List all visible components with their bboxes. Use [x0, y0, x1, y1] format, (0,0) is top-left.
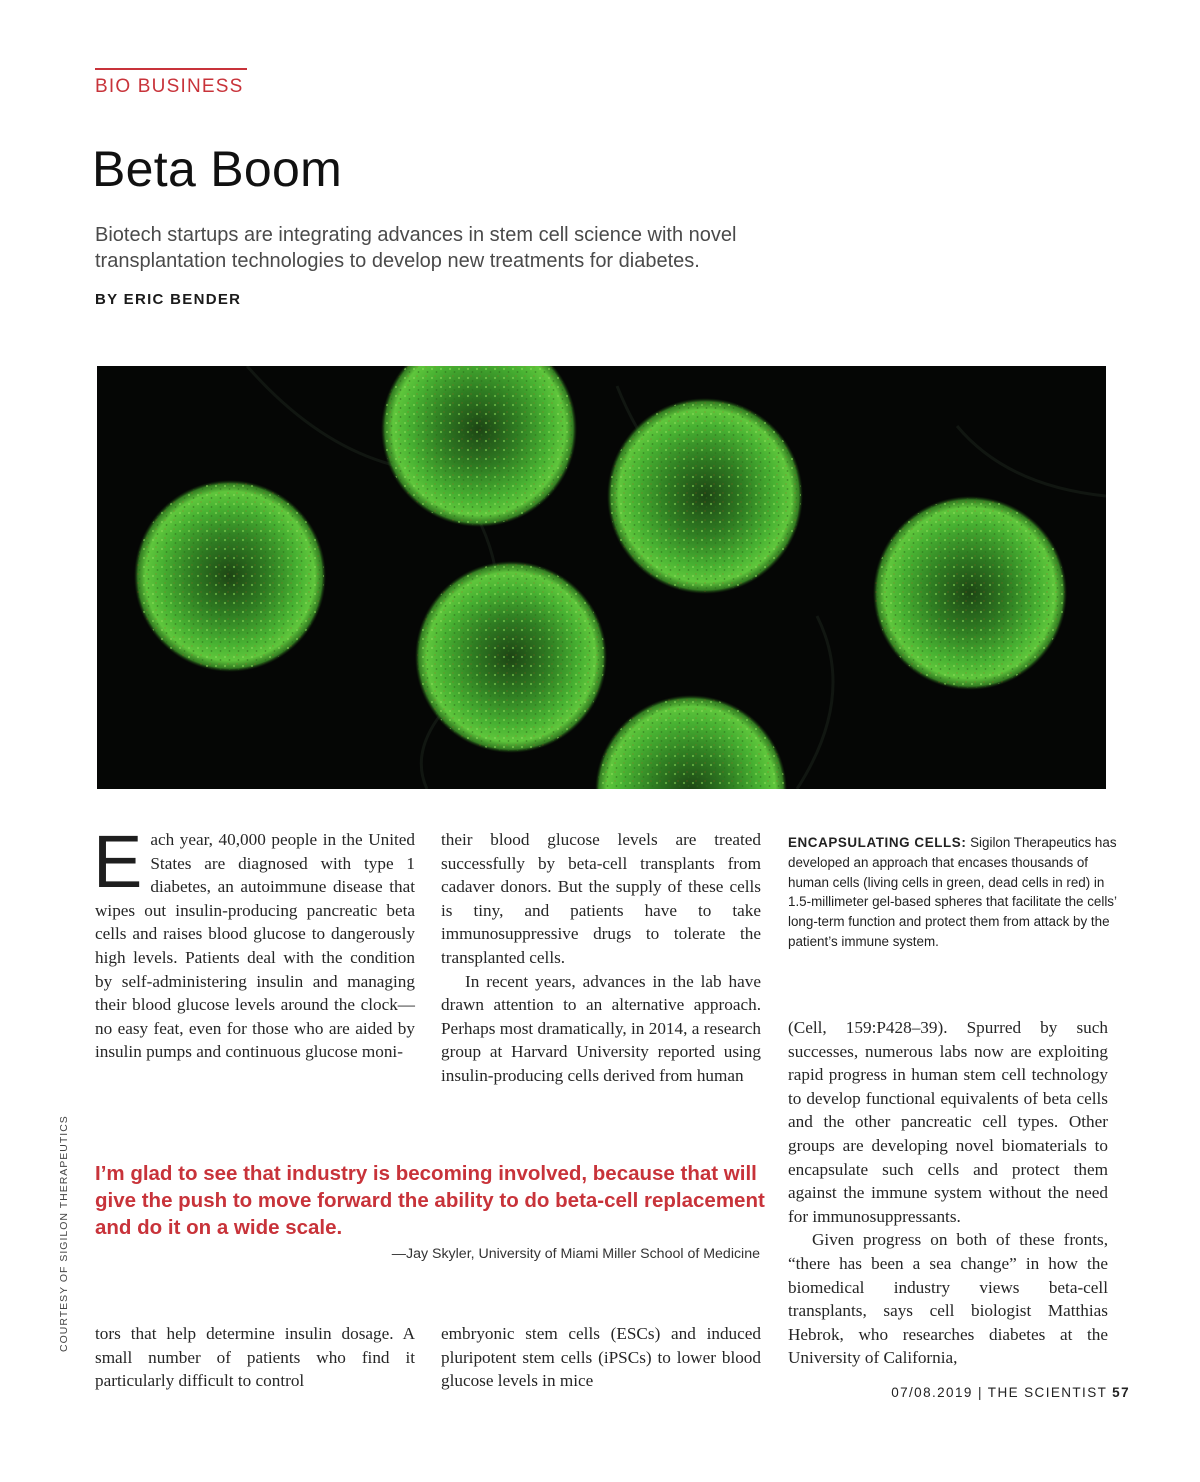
body-column-1-bottom	[95, 1322, 415, 1393]
page-footer	[800, 1385, 1130, 1400]
pull-quote: I’m glad to see that industry is becoming involved, because that will give the push to move forward the ability to do beta-cell replacement and do it on a wide scale.	[95, 1162, 765, 1239]
pull-quote-attribution: —Jay Skyler, University of Miami Miller School of Medicine	[391, 1246, 760, 1262]
col2-top-paragraph-1: their blood glucose levels are treated successfully by beta-cell transplants from cadaver donors. But the supply of these cells is tiny, and patients have to take immunosuppressive drugs to tolerate the transplanted cells.	[441, 830, 761, 967]
footer-separator: |	[977, 1385, 983, 1400]
caption-text: Sigilon Therapeutics has developed an approach that encases thousands of human cells (living cells in green, dead cells in red) in 1.5-millimeter gel-based spheres that facilitate the cells’ long-term function and protect them from attack by the patient’s immune system.	[788, 835, 1117, 949]
encapsulated-cells-image	[97, 366, 1106, 789]
col2-top-paragraph-2: In recent years, advances in the lab have drawn attention to an alternative approach. Perhaps most dramatically, in 2014, a research group at Harvard University reported using insulin-producing cells derived from human	[441, 971, 761, 1085]
photo-credit	[56, 1052, 70, 1352]
photo-credit-text: COURTESY OF SIGILON THERAPEUTICS	[58, 1115, 70, 1352]
body-column-3	[788, 1016, 1108, 1370]
col3-paragraph-1: (Cell, 159:P428–39). Spurred by such successes, numerous labs now are exploiting rapid progress in human stem cell technology to develop functional equivalents of beta cells and the other pancreatic cell types. Other groups are developing novel biomaterials to encapsulate such cells and protect them against the immune system without the need for immunosuppressants.	[788, 1018, 1108, 1226]
opening-paragraph	[93, 820, 415, 1064]
col1-top-text: ach year, 40,000 people in the United States are diagnosed with type 1 diabetes, an autoimmune disease that wipes out insulin-producing pancreatic beta cells and raises blood glucose to dangerously high levels. Patients deal with the condition by self-administering insulin and managing their blood glucose levels around the clock—no easy feat, even for those who are aided by insulin pumps and continuous glucose moni-	[95, 830, 415, 1062]
col2-bottom-text: embryonic stem cells (ESCs) and induced pluripotent stem cells (iPSCs) to lower blood glucose levels in mice	[441, 1324, 761, 1391]
image-caption	[788, 833, 1118, 952]
magazine-name: THE SCIENTIST	[987, 1385, 1108, 1400]
page-number: 57	[1112, 1385, 1130, 1400]
col1-bottom-text: tors that help determine insulin dosage. A small number of patients who find it particularly difficult to control	[95, 1324, 415, 1391]
drop-cap: E	[93, 820, 143, 903]
caption-label: ENCAPSULATING CELLS:	[788, 835, 967, 850]
section-label: BIO BUSINESS	[95, 76, 244, 97]
col3-paragraph-2: Given progress on both of these fronts, “there has been a sea change” in how the biomedical industry views beta-cell transplants, says cell biologist Matthias Hebrok, who researches diabetes at the University of California,	[788, 1230, 1108, 1368]
issue-date: 07/08.2019	[891, 1385, 973, 1400]
byline: BY ERIC BENDER	[95, 291, 242, 308]
cell-sphere-group	[134, 366, 1067, 789]
section-rule	[95, 68, 247, 70]
article-title: Beta Boom	[92, 141, 343, 197]
article-dek: Biotech startups are integrating advances in stem cell science with novel transplantation technologies to develop new treatments for diabetes.	[95, 224, 737, 272]
body-column-2-bottom	[441, 1322, 761, 1393]
body-column-1-top	[93, 820, 415, 1116]
body-column-2-top	[441, 828, 761, 1116]
hero-photo	[97, 366, 1106, 789]
